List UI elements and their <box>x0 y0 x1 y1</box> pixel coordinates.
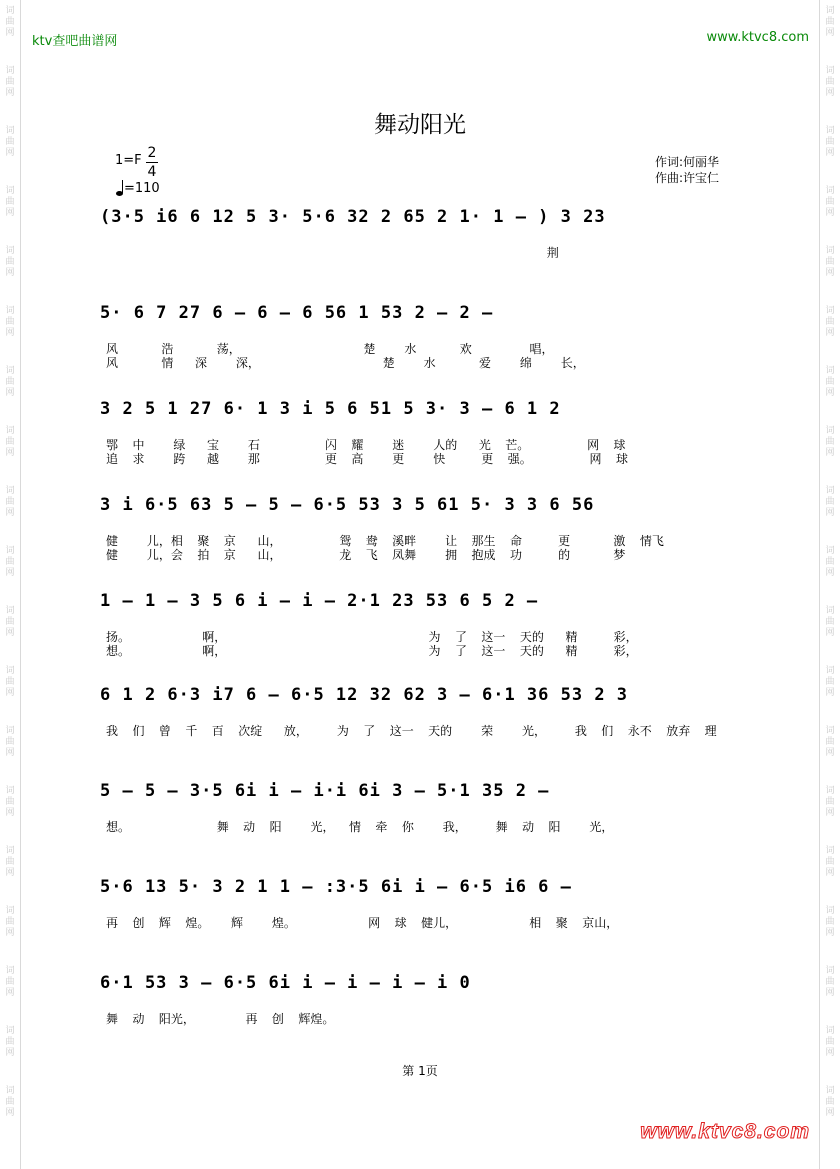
site-name: ktv查吧曲谱网 <box>32 34 118 49</box>
watermark-text: 词 曲 网 <box>825 1086 835 1118</box>
notation-line: 5 – 5 – 3·5 6i i – i·i 6i 3 – 5·1 35 2 – <box>100 781 550 801</box>
watermark-text: 词 曲 网 <box>5 126 15 158</box>
watermark-text: 词 曲 网 <box>5 486 15 518</box>
quarter-note-icon <box>115 180 124 196</box>
lyric-line-1: 我 们 曾 千 百 次绽 放， 为 了 这一 天的 荣 光， 我 们 永不 放弃 理 <box>106 724 717 738</box>
notation-line: 6 1 2 6·3 i7 6 – 6·5 12 32 62 3 – 6·1 36 53 2 3 <box>100 685 629 705</box>
composer-credit: 作曲:许宝仁 <box>655 171 720 185</box>
watermark-text: 词 曲 网 <box>825 606 835 638</box>
watermark-text: 词 曲 网 <box>825 966 835 998</box>
song-title: 舞动阳光 <box>374 112 466 138</box>
watermark-text: 词 曲 网 <box>825 786 835 818</box>
time-signature <box>146 145 158 180</box>
lyric-line-2: 风 情 深 深， 楚 水 爱 绵 长， <box>106 356 585 370</box>
watermark-text: 词 曲 网 <box>5 606 15 638</box>
watermark-text: 词 曲 网 <box>825 846 835 878</box>
watermark-text: 词 曲 网 <box>5 306 15 338</box>
watermark-text: 词 曲 网 <box>5 246 15 278</box>
lyric-line-1: 健 儿，相 聚 京 山， 鸳 鸯 溪畔 让 那生 命 更 激 情飞 <box>106 534 664 548</box>
watermark-text: 词 曲 网 <box>825 906 835 938</box>
lyric-line-1: 鄂 中 绿 宝 石 闪 耀 迷 人的 光 芒。 网 球 <box>106 438 626 452</box>
lyric-line-1: 想。 舞 动 阳 光， 情 牵 你 我， 舞 动 阳 光， <box>106 820 614 834</box>
watermark-text: 词 曲 网 <box>825 486 835 518</box>
watermark-text: 词 曲 网 <box>5 6 15 38</box>
lyric-line-1: 舞 动 阳光， 再 创 辉煌。 <box>106 1012 335 1026</box>
watermark-text: 词 曲 网 <box>5 1026 15 1058</box>
time-signature-divider <box>146 162 158 163</box>
watermark-text: 词 曲 网 <box>5 786 15 818</box>
watermark-text: 词 曲 网 <box>5 966 15 998</box>
watermark-text: 词 曲 网 <box>5 906 15 938</box>
watermark-text: 词 曲 网 <box>825 186 835 218</box>
notation-line: 5·6 13 5· 3 2 1 1 – :3·5 6i i – 6·5 i6 6 – <box>100 877 572 897</box>
notation-line: 5· 6 7 27 6 – 6 – 6 56 1 53 2 – 2 – <box>100 303 494 323</box>
watermark-text: 词 曲 网 <box>825 126 835 158</box>
notation-line: 1 – 1 – 3 5 6 i – i – 2·1 23 53 6 5 2 – <box>100 591 539 611</box>
lyric-line-1: 荆 <box>106 246 559 260</box>
watermark-text: 词 曲 网 <box>5 1086 15 1118</box>
watermark-text: 词 曲 网 <box>5 66 15 98</box>
left-watermark-strip <box>0 0 21 1169</box>
lyric-line-1: 风 浩 荡， 楚 水 欢 唱， <box>106 342 554 356</box>
site-url: www.ktvc8.com <box>706 30 809 45</box>
watermark-text: 词 曲 网 <box>825 246 835 278</box>
watermark-text: 词 曲 网 <box>5 366 15 398</box>
right-watermark-strip <box>819 0 840 1169</box>
notation-line: 3 2 5 1 27 6· 1 3 i 5 6 51 5 3· 3 – 6 1 2 <box>100 399 561 419</box>
watermark-text: 词 曲 网 <box>825 306 835 338</box>
notation-line: 3 i 6·5 63 5 – 5 – 6·5 53 3 5 61 5· 3 3 6 56 <box>100 495 595 515</box>
watermark-text: 词 曲 网 <box>5 726 15 758</box>
watermark-text: 词 曲 网 <box>825 6 835 38</box>
watermark-text: 词 曲 网 <box>5 666 15 698</box>
lyric-line-2: 追 求 跨 越 那 更 高 更 快 更 强。 网 球 <box>106 452 629 466</box>
watermark-text: 词 曲 网 <box>5 426 15 458</box>
watermark-text: 词 曲 网 <box>5 186 15 218</box>
tempo-mark <box>115 180 160 196</box>
watermark-text: 词 曲 网 <box>825 66 835 98</box>
watermark-text: 词 曲 网 <box>825 546 835 578</box>
lyric-line-1: 扬。 啊， 为 了 这一 天的 精 彩， <box>106 630 638 644</box>
time-signature-bottom: 4 <box>147 164 157 180</box>
notation-line: 6·1 53 3 – 6·5 6i i – i – i – i 0 <box>100 973 471 993</box>
lyric-line-1: 再 创 辉 煌。 辉 煌。 网 球 健儿， 相 聚 京山， <box>106 916 619 930</box>
time-signature-top: 2 <box>147 145 157 161</box>
key-signature: 1=F <box>115 153 142 168</box>
page-number: 第 1页 <box>402 1064 438 1078</box>
tempo-value: =110 <box>124 181 160 196</box>
lyric-line-2: 想。 啊， 为 了 这一 天的 精 彩， <box>106 644 638 658</box>
watermark-text: 词 曲 网 <box>5 546 15 578</box>
watermark-text: 词 曲 网 <box>825 426 835 458</box>
notation-line: (3·5 i6 6 12 5 3· 5·6 32 2 65 2 1· 1 – ) 3 23 <box>100 207 606 227</box>
lyricist-credit: 作词:何丽华 <box>655 155 720 169</box>
watermark-text: 词 曲 网 <box>825 366 835 398</box>
watermark-text: 词 曲 网 <box>825 666 835 698</box>
watermark-text: 词 曲 网 <box>5 846 15 878</box>
watermark-text: 词 曲 网 <box>825 726 835 758</box>
watermark-text: 词 曲 网 <box>825 1026 835 1058</box>
lyric-line-2: 健 儿，会 拍 京 山， 龙 飞 凤舞 拥 抱成 功 的 梦 <box>106 548 626 562</box>
site-logo: www.ktvc8.com <box>640 1120 810 1143</box>
